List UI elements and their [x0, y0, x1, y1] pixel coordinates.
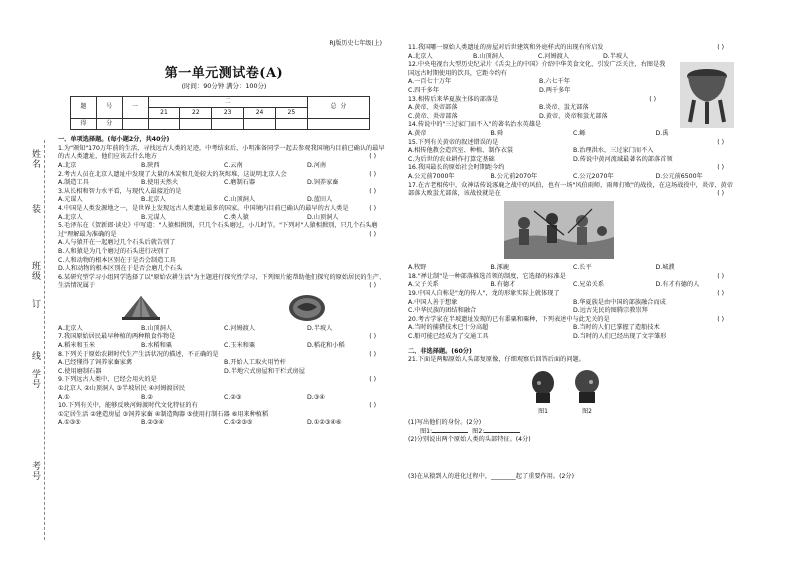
left-column: [58, 40, 390, 428]
binding-label: 班级: [32, 262, 42, 282]
question-4: 4.中国是人类发源地之一，是世界上发现远古人类遗址最多的国家。中国境内目前已确认的最早的古人类是 ( ) A.北京人 B.元谋人 C.类人猿 D.山顶洞人: [58, 204, 376, 221]
question-19: 19.中国人自称是"龙的传人"，龙的形象实际上就体现了 ( ) A.中国人善于想象 B.华夏族是由中国的部族融合而成 C.中华民族的团结和融合 D.远古先民的图腾宗教崇拜: [408, 290, 724, 315]
question-17: 17.在古老相传中，众神话传说涿鹿之战中的风伯，也有一场"风伯雨师，雨师打败"的战役，在这场战役中，炎帝、黄帝部落大败蚩尤部落，该战役就是在 ( ) A.牧野 B.涿鹿 C.长平 D.城濮: [408, 181, 733, 272]
question-6: 6.某研究型学习小组同学选择了以"原始农耕生活"为主题进行探究性学习，下列图片能帮助他们探究的原始居民的生产、生活情况属于 ( ) A.北京人 B.山顶洞人 C.河姆渡人 D.半坡人: [58, 273, 386, 332]
grade-tag: RJ版历史七年级(上): [329, 40, 382, 47]
binding-label: 线: [32, 352, 42, 362]
score-input-cell[interactable]: [212, 119, 244, 130]
pottery-basin-image: [284, 293, 330, 323]
score-cell: 题: [71, 97, 97, 119]
skull-figure-1: [528, 369, 558, 405]
score-input-cell[interactable]: [307, 119, 369, 130]
score-cell: 24: [244, 108, 276, 119]
question-7: 7.我国原始居民最早种植的两种粮食作物是 ( ) A.稻米和玉米 B.水稻和粟 C.玉米和粟 D.稻花和小稻: [58, 333, 376, 350]
score-cell: 23: [212, 108, 244, 119]
question-21: 21.下面是两幅原始人头部复原像，仔细观察后回答后面的问题。: [408, 356, 585, 364]
question-12: 12.中央电视台大型历史纪录片《舌尖上的中国》介绍中华美食文化，引发广泛关注，右图是我国远古时期使用的饮具，它距今约有 A.一百七十万年 B.六七千年 C.四千多年 D.两千多年: [408, 61, 666, 94]
skull-figures: [528, 369, 738, 417]
question-15: 15.下列有关黄帝的叙述错误的是 ( ) A.相传他教会造宫室、种植、制作衣裳 B.治理洪水，三过家门而不入 C.为后世的农业耕作打算定基础 D.传说中黄河流域最著名的部落首领: [408, 138, 724, 163]
question-10: 10.下列有关中，能够反映河姆渡时代文化特征的有 ( ) ①定居生活 ②建造房屋 ③饲养家畜 ④制造陶器 ⑤使用打制石器 ⑥用来种植稻 A.①③⑤ B.②③④ C.①②③⑤ D.①②③④⑥: [58, 402, 376, 427]
score-cell: 22: [180, 108, 212, 119]
section-heading: 二、非选择题。(60分): [408, 347, 472, 355]
ancient-vessel-image: [680, 62, 734, 128]
score-input-cell[interactable]: [148, 119, 180, 130]
hut-image: [118, 293, 164, 323]
binding-label: 学号: [32, 370, 42, 390]
score-cell: 分: [96, 119, 122, 130]
score-table: [70, 96, 370, 130]
question-5: 5.毛泽东在《贺新郎·读史》中写道："人猿相揖别，只几个石头磨过，小儿时节。"下列对"人猿相揖别，只几个石头磨过"理解最为准确的是 ( ) A.人与猿开在一起磨过几个石头后就告别了 B.人和猿是为几个磨过的石头进行决别了 C.人和动物的根本区别在于是否会制造工具 D.人和动物的根本区别在于是否会磨几个石头: [58, 222, 378, 273]
right-column: [408, 44, 738, 481]
binding-label: 装: [32, 205, 42, 215]
figure-1-label: 图1: [538, 408, 548, 416]
question-21-part-2: (2)分别说出两个原始人类的头部特征。(4分): [408, 436, 531, 444]
question-14: 14.传说中的"三过家门而不入"的著名治水英雄是 A.黄帝 B.舜 C.鲧 D.禹: [408, 121, 669, 137]
answer-line-1[interactable]: 图1: 图2:: [408, 428, 738, 437]
page-subtitle: (时间：90分钟 满分：100分): [181, 81, 267, 90]
question-18: 18."禅让制"是一种部落推选首领的制度，它选择的标准是 ( ) A.父子关系 B.有德才 C.兄弟关系 D.有才有德的人: [408, 272, 724, 289]
question-11: 11.我国哪一原始人类遗址的房屋对后世建筑和外庭样式的出现有所启发 ( ) A.北京人 B.山顶洞人 C.河姆渡人 D.半坡人: [408, 44, 724, 60]
question-21-part-1: (1)写出他们的身份。(2分): [408, 419, 482, 426]
score-cell: 号: [96, 97, 122, 119]
score-input-cell[interactable]: [122, 119, 148, 130]
battle-painting-image: [504, 201, 614, 259]
score-input-cell[interactable]: [180, 119, 212, 130]
question-2: 2.考古人员在北京人遗址中发现了大量的木炭和几处较大的灰烬堆，这说明北京人会 ( ) A.制造工具 B.使用天然火 C.磨制石器 D.饲养家畜: [58, 170, 376, 187]
score-input-cell[interactable]: [244, 119, 276, 130]
answer-space-2[interactable]: [408, 445, 738, 473]
binding-label: 订: [32, 300, 42, 310]
question-8: 8.下列关于原始农耕时代生产生活状况的描述，不正确的是 ( ) A.已经懂得了饲养家畜家禽 B.开始人工取火用竹杆 C.使用磨制石器 D.半地穴式房屋和干栏式房屋: [58, 350, 376, 375]
score-cell: 25: [275, 108, 307, 119]
question-13: 13.相传后来华夏族主体的部落是 ( ) A.黄帝、炎帝部落 B.炎帝、蚩尤部落 C.黄帝、炎帝部落 D.黄帝、炎帝和蚩尤部落: [408, 95, 656, 120]
question-16: 16.我国最长的原始社会时期距今约 ( ) A.公元前7000年 B.公元前2070年 C.公元2070年 D.公元前6500年: [408, 164, 724, 180]
question-20: 20.考古学家在半坡遗址发现的已有黍粟和粟种，下列表述中与此无关的是 ( ) A.当时的捕猎技术已十分高超 B.当时的人们已掌握了造船技术 C.船可能已经成为了交通工具 D.当时的人们已经出现了文字雏形: [408, 315, 724, 341]
question-3: 3.从长相和智力水平看，与现代人最接近的是 ( ) A.元谋人 B.北京人 C.山顶洞人 D.蓝田人: [58, 187, 376, 204]
page-title: 第一单元测试卷(A): [164, 66, 284, 81]
score-cell: 一: [122, 97, 148, 119]
question-1: 1.为"颁知"170万年前的生活，寻找远古人类的足迹，中考结束后，小明准备同学一起去参观我国境内目前已确认的最早的古人类遗址，他们应该去什么地方 ( ) A.北京 B.陕西 C.云南 D.河南: [58, 144, 385, 169]
binding-label: 姓名: [32, 150, 42, 170]
score-cell: 得: [71, 119, 97, 130]
score-cell: 21: [148, 108, 180, 119]
figure-2-label: 图2: [582, 408, 592, 416]
score-input-cell[interactable]: [275, 119, 307, 130]
question-21-part-3: (3)在从猿到人的进化过程中，________起了重要作用。(2分): [408, 472, 575, 480]
score-cell: 总 分: [307, 97, 369, 119]
skull-figure-2: [572, 369, 602, 405]
binding-label: 考号: [32, 462, 42, 482]
score-cell: 二: [148, 97, 307, 108]
section-heading: 一、单项选择题。(每小题2分，共40分): [58, 136, 170, 144]
question-9: 9.下列远古人类中，已经会用火的是 ( ) ①北京人 ②山顶洞人 ③半坡居民 ④河姆渡居民 A.① B.② C.②③ D.③④: [58, 376, 376, 401]
